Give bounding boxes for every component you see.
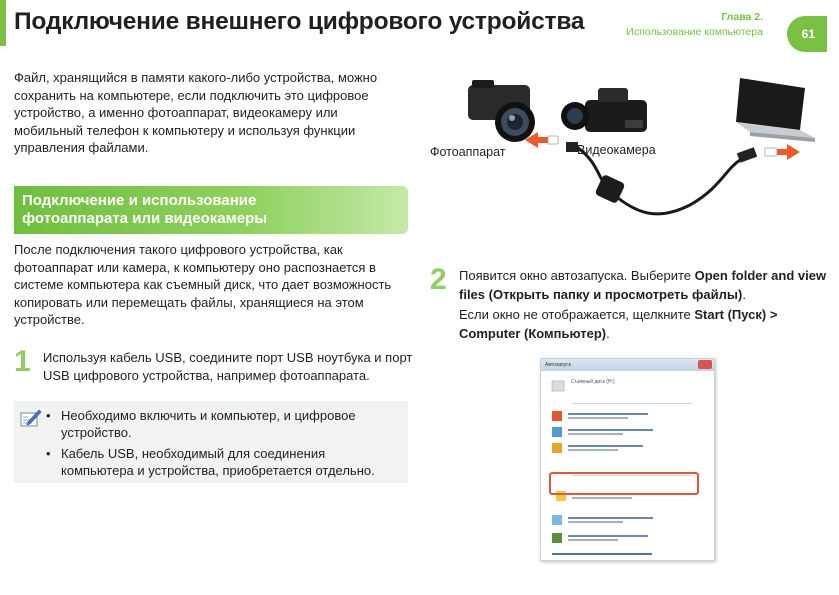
laptop-icon [736,78,815,142]
step-2-number: 2 [430,263,447,296]
note-item: • Необходимо включить и компьютер, и цифровое устройство. [46,407,400,441]
step-2-alt-suffix: . [606,326,610,341]
step-2-text-alt [459,305,829,343]
intro-paragraph: Файл, хранящийся в памяти какого-либо устройства, можно сохранить на компьютере, если подключить это цифровое устройство, а именно фотоаппарат, видеокамеру или мобильный телефон к компьютеру и используя функции управления файлами. [14,70,378,155]
autoplay-window-screenshot [540,358,715,561]
autoplay-window-title: Автозапуск [545,362,571,368]
step-1-text: Используя кабель USB, соедините порт USB ноутбука и порт USB цифрового устройства, например фотоаппарата. [43,350,413,383]
autoplay-window-titlebar [541,359,714,371]
step-2-text-suffix: . [742,287,746,302]
header-accent-bar [0,0,6,46]
video-camera-icon [561,88,647,132]
section-title: Подключение и использование фотоаппарата или видеокамеры [22,192,268,227]
page-title: Подключение внешнего цифрового устройства [14,8,585,35]
note-list [46,407,400,483]
close-icon [698,360,712,369]
camera-label: Фотоаппарат [430,145,506,159]
step-1-number: 1 [14,345,31,378]
step-2-alt-prefix: Если окно не отображается, щелкните [459,307,695,322]
autoplay-window-body [541,371,714,566]
autoplay-drive-name: Съемный диск (H:) [571,379,615,385]
page-number: 61 [801,27,815,41]
photo-camera-icon [468,80,535,142]
chapter-title: Использование компьютера [626,26,763,38]
video-camera-label: Видеокамера [577,143,656,157]
chapter-info [626,10,763,40]
section-paragraph: После подключения такого цифрового устройства, как фотоаппарат или камера, к компьютеру оно распознается в системе компьютера как съемный диск, что дает возможность копировать или перемещать файлы, хранящиеся на этом устройстве. [14,242,392,327]
note-pencil-icon [20,407,42,429]
device-connection-illustration [420,60,839,260]
step-2-text-prefix: Появится окно автозапуска. Выберите [459,268,695,283]
autoplay-window-content-icon [546,375,706,560]
step-2-alt-bold: Start (Пуск) > Computer (Компьютер) [459,307,778,341]
step-2-text [459,266,829,304]
usb-arrow-right-icon [765,144,800,160]
step-2-text-bold: Open folder and view files (Открыть папку и просмотреть файлы) [459,268,827,302]
note-item: • Кабель USB, необходимый для соединения компьютера и устройства, приобретается отдельно. [46,445,400,479]
open-folder-highlight [549,472,699,495]
chapter-number: Глава 2. [721,11,763,23]
